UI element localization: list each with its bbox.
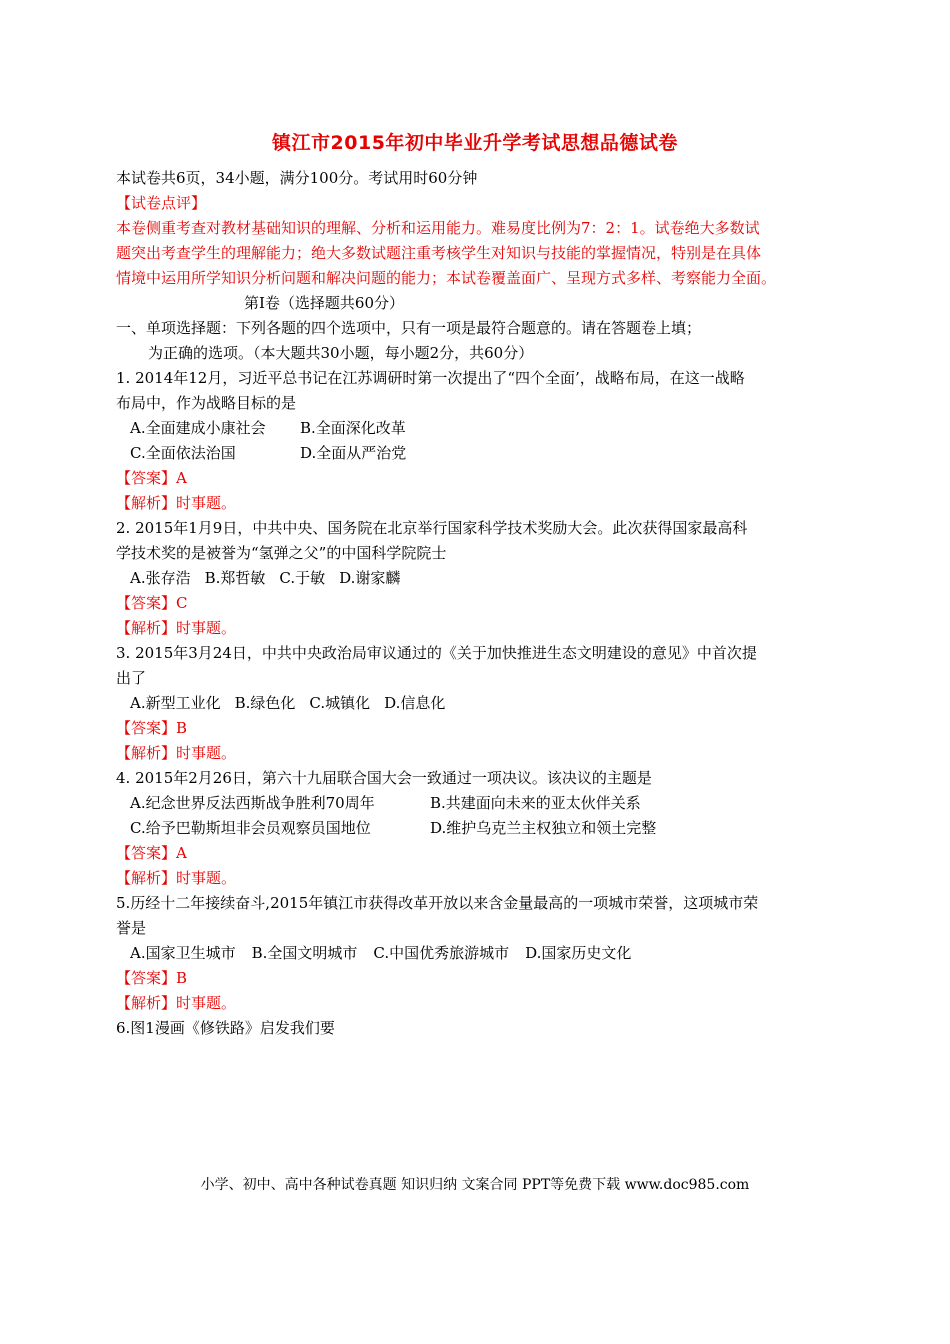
question-1-options-row-1	[116, 416, 846, 441]
option-a: A.新型工业化	[130, 694, 221, 712]
question-5-answer: 【答案】B	[116, 969, 188, 987]
question-2-analysis: 【解析】时事题。	[116, 619, 237, 637]
option-d: D.谢家麟	[339, 569, 401, 587]
question-4-answer: 【答案】A	[116, 844, 187, 862]
question-1-line-2: 布局中，作为战略目标的是	[116, 394, 297, 412]
question-4-options-row-1	[116, 791, 846, 816]
paper-title: 镇江市2015年初中毕业升学考试思想品德试卷	[272, 132, 678, 154]
question-2-line-2: 学技术奖的是被誉为“氢弹之父”的中国科学院院士	[116, 544, 447, 562]
option-b: B.全国文明城市	[251, 944, 358, 962]
option-b: B.郑哲敏	[204, 569, 266, 587]
question-5-line-1: 5.历经十二年接续奋斗,2015年镇江市获得改革开放以来含金量最高的一项城市荣誉，这项城市荣	[116, 894, 759, 912]
option-c: C.于敏	[279, 569, 326, 587]
option-b: B.绿色化	[234, 694, 296, 712]
option-d: D.维护乌克兰主权独立和领土完整	[430, 819, 657, 837]
question-5-options	[116, 941, 846, 966]
option-a: A.国家卫生城市	[130, 944, 236, 962]
option-c: C.中国优秀旅游城市	[373, 944, 510, 962]
question-5-analysis: 【解析】时事题。	[116, 994, 237, 1012]
option-a: A.张存浩	[130, 569, 191, 587]
option-b: B.全面深化改革	[300, 419, 406, 437]
question-2-answer: 【答案】C	[116, 594, 188, 612]
question-3-line-2: 出了	[116, 669, 147, 687]
document-body	[116, 166, 846, 1041]
exam-info: 本试卷共6页，34小题，满分100分。考试用时60分钟	[116, 169, 478, 187]
question-4-options-row-2	[116, 816, 846, 841]
review-line-3: 情境中运用所学知识分析问题和解决问题的能力；本试卷覆盖面广、呈现方式多样、考察能力全面。	[116, 269, 777, 287]
footer-text: 小学、初中、高中各种试卷真题 知识归纳 文案合同 PPT等免费下载 www.doc985.com	[200, 1177, 750, 1193]
section-title: 第Ⅰ卷（选择题共60分）	[244, 294, 405, 312]
instruction-line-2: 为正确的选项。（本大题共30小题，每小题2分，共60分）	[148, 344, 534, 362]
question-3-answer: 【答案】B	[116, 719, 188, 737]
option-c: C.给予巴勒斯坦非会员观察员国地位	[130, 819, 371, 837]
review-heading: 【试卷点评】	[116, 194, 207, 212]
question-6-line-1: 6.图1漫画《修铁路》启发我们要	[116, 1019, 335, 1037]
question-1-answer: 【答案】A	[116, 469, 187, 487]
question-4-line-1: 4. 2015年2月26日，第六十九届联合国大会一致通过一项决议。该决议的主题是	[116, 769, 652, 787]
option-d: D.信息化	[384, 694, 446, 712]
question-1-options-row-2	[116, 441, 846, 466]
review-line-1: 本卷侧重考查对教材基础知识的理解、分析和运用能力。难易度比例为7：2：1。试卷绝大多数试	[116, 219, 760, 237]
option-a: A.全面建成小康社会	[130, 419, 266, 437]
option-a: A.纪念世界反法西斯战争胜利70周年	[130, 794, 375, 812]
option-d: D.国家历史文化	[525, 944, 632, 962]
question-3-analysis: 【解析】时事题。	[116, 744, 237, 762]
question-3-options	[116, 691, 846, 716]
question-5-line-2: 誉是	[116, 919, 147, 937]
question-3-line-1: 3. 2015年3月24日，中共中央政治局审议通过的《关于加快推进生态文明建设的意见》中首次提	[116, 644, 757, 662]
question-2-line-1: 2. 2015年1月9日，中共中央、国务院在北京举行国家科学技术奖励大会。此次获得国家最高科	[116, 519, 748, 537]
option-d: D.全面从严治党	[300, 444, 407, 462]
option-b: B.共建面向未来的亚太伙伴关系	[430, 794, 641, 812]
question-4-analysis: 【解析】时事题。	[116, 869, 237, 887]
question-2-options	[116, 566, 846, 591]
question-1-analysis: 【解析】时事题。	[116, 494, 237, 512]
instruction-line-1: 一、单项选择题：下列各题的四个选项中，只有一项是最符合题意的。请在答题卷上填；	[116, 319, 702, 337]
question-1-line-1: 1. 2014年12月，习近平总书记在江苏调研时第一次提出了“四个全面’，战略布局，在这一战略	[116, 369, 745, 387]
option-c: C.全面依法治国	[130, 444, 236, 462]
option-c: C.城镇化	[309, 694, 371, 712]
review-line-2: 题突出考查学生的理解能力；绝大多数试题注重考核学生对知识与技能的掌握情况，特别是在具体	[116, 244, 762, 262]
